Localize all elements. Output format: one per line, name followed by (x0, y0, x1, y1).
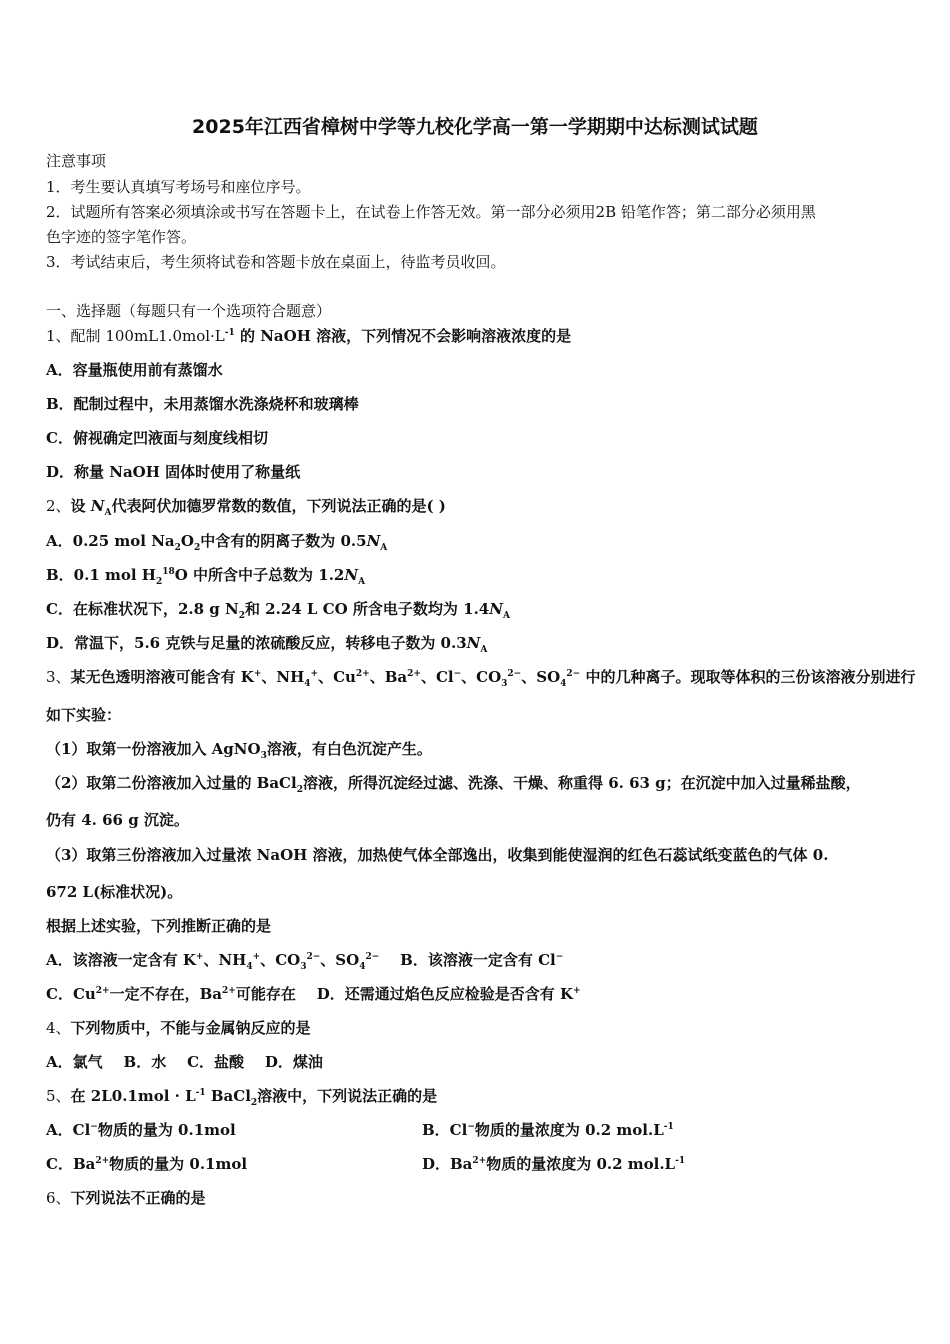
question-3-options-ab: A．该溶液一定含有 K+、$NH_4^+$、$CO_3^{2-}$、$SO_4^{2-}$ B．该溶液一定含有 Cl− (46, 951, 564, 972)
separator: 、 (320, 951, 336, 969)
stem-text: 、Ba (369, 668, 408, 686)
experiment-text: （2）取第二份溶液加入过量的 BaCl (46, 774, 297, 792)
superscript: -1 (195, 1088, 206, 1098)
separator: 、 (203, 951, 219, 969)
question-5-options-ab (46, 1120, 908, 1140)
question-2-option-c (46, 599, 908, 619)
subscript: 4 (359, 962, 366, 972)
option-text: A．Cl (46, 1121, 91, 1139)
superscript: 2+ (222, 986, 236, 996)
superscript: 2− (507, 669, 522, 679)
question-5-option-d (422, 1154, 685, 1174)
question-1-stem (46, 326, 908, 346)
stem-text: 设 (70, 497, 91, 515)
stem-text: 下列说法不正确的是 (70, 1189, 206, 1207)
subscript: A (104, 508, 112, 518)
stem-text: 、CO (461, 668, 502, 686)
superscript: + (252, 952, 261, 962)
option-text: A．该溶液一定含有 K (46, 951, 196, 969)
experiment-text: 溶液，有白色沉淀产生。 (266, 740, 432, 758)
superscript: 2− (306, 952, 321, 962)
stem-text: BaCl (205, 1087, 251, 1105)
stem-text: 中的几种离子。现取等体积的三份该溶液分别进行 (580, 668, 916, 686)
stem-text: 、NH (261, 668, 305, 686)
question-4-stem (46, 1018, 908, 1038)
question-number: 3、 (46, 668, 71, 686)
option-text: 一定不存在，Ba (109, 985, 223, 1003)
superscript: + (195, 952, 204, 962)
notice-item-1: 1．考生要认真填写考场号和座位序号。 (46, 178, 311, 196)
superscript: + (253, 669, 262, 679)
superscript: + (310, 669, 319, 679)
page-title: 2025年江西省樟树中学等九校化学高一第一学期期中达标测试试题 (192, 116, 758, 138)
subscript: 4 (560, 679, 567, 689)
subscript: 2 (296, 785, 303, 795)
option-text: 物质的量为 0.1mol (97, 1121, 236, 1139)
superscript: 2+ (472, 1156, 487, 1166)
experiment-text: 溶液，所得沉淀经过滤、洗涤、干燥、称重得 6. 63 g；在沉淀中加入过量稀盐酸， (302, 774, 861, 792)
subscript: 2 (193, 543, 201, 553)
na-symbol: N (489, 600, 503, 618)
subscript: A (358, 577, 366, 587)
option-text: 中含有的阴离子数为 0.5 (200, 532, 367, 550)
section-heading: 一、选择题（每题只有一个选项符合题意） (46, 302, 332, 320)
superscript: 2+ (407, 669, 421, 679)
option-text: B．Cl (422, 1121, 468, 1139)
superscript: 2− (566, 669, 581, 679)
superscript: 18 (162, 567, 175, 577)
question-2-option-b (46, 565, 908, 585)
subscript: 2 (174, 543, 181, 553)
subscript: 2 (238, 611, 245, 621)
stem-text: 代表阿伏加德罗常数的数值，下列说法正确的是( ) (111, 497, 446, 515)
question-6-stem (46, 1188, 908, 1208)
option-text: B．该溶液一定含有 Cl (400, 951, 556, 969)
subscript: 3 (260, 751, 267, 761)
stem-text: 、SO (521, 668, 561, 686)
superscript: 2+ (95, 986, 110, 996)
option-text: D．常温下，5.6 克铁与足量的浓硫酸反应，转移电子数为 0.3 (46, 634, 467, 652)
superscript: + (573, 986, 581, 996)
option-text: C．在标准状况下，2.8 g N (46, 600, 239, 618)
question-3-ask: 根据上述实验，下列推断正确的是 (46, 917, 272, 935)
subscript: A (380, 543, 388, 553)
option-text: O 中所含中子总数为 1.2 (174, 566, 345, 584)
question-number: 1、 (46, 327, 71, 345)
option-text: 可能存在 (235, 985, 296, 1003)
stem-text: 某无色透明溶液可能含有 K (70, 668, 254, 686)
na-symbol: N (466, 634, 481, 652)
question-1-option-b: B．配制过程中，未用蒸馏水洗涤烧杯和玻璃棒 (46, 395, 359, 413)
superscript: 2+ (95, 1156, 110, 1166)
question-5-option-b (422, 1120, 674, 1140)
stem-text: 溶液中，下列说法正确的是 (257, 1087, 438, 1105)
question-1-option-a: A．容量瓶使用前有蒸馏水 (46, 361, 223, 379)
option-text: C．Cu (46, 985, 96, 1003)
experiment-text: （1）取第一份溶液加入 AgNO (46, 740, 261, 758)
option-text: 物质的量浓度为 0.2 mol.L (486, 1155, 676, 1173)
superscript: − (467, 1122, 475, 1132)
stem-text: 、Cl (420, 668, 454, 686)
question-3-experiment-3-cont: 672 L(标准状况)。 (46, 883, 183, 901)
superscript: -1 (675, 1156, 686, 1166)
question-5-options-cd (46, 1154, 908, 1174)
question-4-options: A．氯气 B．水 C．盐酸 D．煤油 (46, 1053, 323, 1071)
question-3-experiment-1 (46, 739, 908, 759)
na-symbol: N (366, 532, 381, 550)
question-number: 2、 (46, 497, 71, 515)
superscript: − (453, 669, 462, 679)
question-5-stem (46, 1086, 908, 1106)
superscript: 2− (365, 952, 380, 962)
notice-item-2: 2．试题所有答案必须填涂或书写在答题卡上，在试卷上作答无效。第一部分必须用2B 铅笔作答；第二部分必须用黑 (46, 203, 816, 221)
option-text: A．0.25 mol Na (46, 532, 175, 550)
question-3-stem-cont: 如下实验： (46, 706, 122, 724)
question-2-option-a (46, 531, 908, 551)
subscript: 3 (501, 679, 508, 689)
subscript: 2 (250, 1098, 258, 1108)
question-number: 4、 (46, 1019, 71, 1037)
superscript: − (90, 1122, 98, 1132)
question-3-options-cd (46, 984, 908, 1004)
subscript: A (502, 611, 510, 621)
stem-text: 、Cu (318, 668, 356, 686)
option-text: 物质的量浓度为 0.2 mol.L (474, 1121, 664, 1139)
na-symbol: N (90, 497, 105, 515)
subscript: A (480, 645, 488, 655)
question-1-option-c: C．俯视确定凹液面与刻度线相切 (46, 429, 268, 447)
superscript: -1 (224, 328, 235, 338)
stem-text: 的 NaOH 溶液，下列情况不会影响溶液浓度的是 (234, 327, 572, 345)
na-symbol: N (344, 566, 359, 584)
notice-heading: 注意事项 (46, 152, 107, 170)
subscript: 3 (300, 962, 307, 972)
stem-text: 在 2L0.1mol · L (70, 1087, 196, 1105)
option-text: D．Ba (422, 1155, 473, 1173)
superscript: -1 (663, 1122, 674, 1132)
question-3-experiment-2-cont: 仍有 4. 66 g 沉淀。 (46, 811, 189, 829)
question-2-stem (46, 496, 908, 516)
question-number: 5、 (46, 1087, 71, 1105)
question-3-stem (46, 667, 916, 689)
subscript: 2 (155, 577, 163, 587)
stem-text: 配制 100mL1.0mol·L (70, 327, 225, 345)
question-number: 6、 (46, 1189, 71, 1207)
option-text: 物质的量为 0.1mol (109, 1155, 248, 1173)
option-text: 和 2.24 L CO 所含电子数均为 1.4 (244, 600, 490, 618)
superscript: − (555, 952, 564, 962)
option-text: C．Ba (46, 1155, 96, 1173)
notice-item-2-cont: 色字迹的签字笔作答。 (46, 228, 197, 246)
separator: 、 (260, 951, 276, 969)
question-1-option-d: D．称量 NaOH 固体时使用了称量纸 (46, 463, 301, 481)
superscript: 2+ (355, 669, 370, 679)
stem-text: 下列物质中，不能与金属钠反应的是 (70, 1019, 311, 1037)
question-2-option-d (46, 633, 908, 653)
option-text: O (180, 532, 194, 550)
subscript: 4 (246, 962, 253, 972)
question-3-experiment-2 (46, 773, 908, 793)
option-text: D．还需通过焰色反应检验是否含有 K (316, 985, 574, 1003)
notice-item-3: 3．考试结束后，考生须将试卷和答题卡放在桌面上，待监考员收回。 (46, 253, 506, 271)
question-3-experiment-3: （3）取第三份溶液加入过量浓 NaOH 溶液，加热使气体全部逸出，收集到能使湿润的红色石蕊试纸变蓝色的气体 0. (46, 846, 829, 864)
option-text: B．0.1 mol H (46, 566, 156, 584)
subscript: 4 (304, 679, 311, 689)
